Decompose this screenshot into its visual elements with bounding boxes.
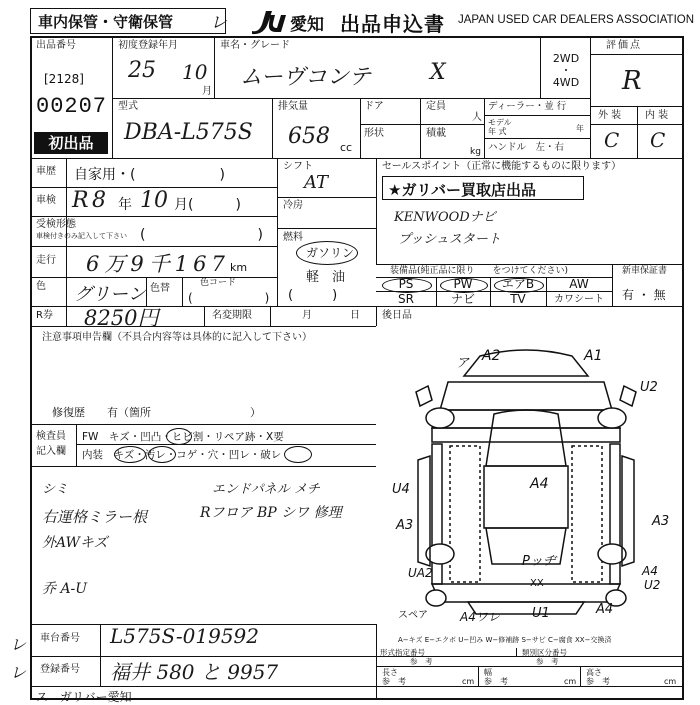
length-label: 長さ [382, 668, 398, 677]
accept-note: 車検付きのみ記入して下さい [36, 232, 127, 240]
class-number-ref: 参 考 [536, 657, 559, 666]
capacity-unit: 人 [472, 112, 482, 123]
usage-label: 車歴 [36, 166, 56, 177]
diag-label-a2-top: A2 [482, 348, 501, 364]
shift-label: シフト [283, 161, 313, 172]
height-unit: cm [664, 677, 677, 686]
selling-point-line2: プッシュスタート [398, 232, 501, 247]
fuel-gasoline: ガソリン [306, 246, 355, 260]
registration-month: 10 [182, 60, 208, 84]
model-year-unit: 年 [576, 124, 584, 133]
check-mark-1: レ [10, 635, 27, 654]
name-change-label: 名変期限 [212, 310, 252, 321]
chassis-label: 車台番号 [40, 633, 80, 644]
equip-airbag: エアB [501, 277, 535, 291]
repair-history: 修復歴 有（箇所 ） [52, 406, 261, 419]
damage-legend: A−キズ E−エクボ U−凹み W−修補跡 S−サビ C−腐食 XX−交換済 [398, 636, 612, 644]
color-label: 色 [36, 281, 46, 292]
shift-value: AT [304, 172, 329, 193]
plate-value: 福井 580 と 9957 [110, 660, 279, 684]
inspector-note-4: エンドパネル メチ [212, 482, 320, 497]
diag-label-spare: スペア [398, 610, 428, 621]
equip-leather: カワシート [554, 294, 604, 305]
inspection-month-unit: 月( ) [174, 197, 241, 213]
inspection-label: 車検 [36, 195, 56, 206]
notes-label: 注意事項申告欄（不具合内容等は具体的に記入して下さい） [42, 332, 312, 343]
aftermarket-label: 後日品 [382, 310, 412, 321]
exterior-label: 外 装 [598, 110, 622, 121]
name-change-month: 月 [302, 310, 312, 321]
inspector-label-1: 検査員 [36, 431, 66, 442]
dealer-label: ディーラー・並 行 [488, 101, 567, 112]
width-ref: 参 考 [484, 677, 508, 686]
gulliver-stamp-text: ★ガリバー買取店出品 [388, 181, 536, 199]
first-listing-badge: 初出品 [34, 132, 108, 154]
width-label: 幅 [484, 668, 492, 677]
usage-value: 自家用・( ) [74, 167, 225, 183]
type-value: DBA-L575S [124, 120, 253, 145]
rating-value: R [622, 66, 642, 96]
int-scratch-circle [114, 446, 146, 463]
inspector-note-6: 乔 A-U [42, 581, 88, 597]
height-ref: 参 考 [586, 677, 610, 686]
inspection-era: R [72, 188, 89, 213]
model-year-label-2: 年 式 [488, 127, 507, 136]
diag-label-u2-right: U2 [640, 380, 658, 395]
model-year-label-1: モデル [488, 118, 512, 127]
inspection-year: 8 [92, 188, 106, 213]
equip-tv: TV [510, 292, 526, 306]
footer-dealer: ス ガリバー愛知 [36, 690, 132, 704]
brand-city: 愛知 [290, 15, 324, 35]
equip-ps: PS [398, 277, 414, 291]
equip-navi: ナビ [450, 292, 475, 306]
int-dent-circle [284, 446, 312, 463]
diag-label-a4u-bottom: A4ワレ [460, 610, 500, 624]
model-grade: X [430, 60, 446, 85]
equipment-label: 装備品(純正品に限り をつけてください) [390, 266, 569, 276]
diag-label-a3-right: A3 [652, 514, 670, 529]
selling-points-label: セールスポイント（正常に機能するものに限ります） [382, 161, 622, 172]
interior-label: 内 装 [645, 110, 669, 121]
lot-number: 00207 [36, 94, 108, 119]
door-label: ドア [364, 101, 384, 112]
inspector-note-5: Rフロア BP シワ 修理 [200, 505, 342, 521]
engine-unit: cc [340, 141, 353, 154]
name-change-day: 日 [350, 310, 360, 321]
color-code-paren: ( ) [188, 291, 270, 305]
load-label: 積載 [426, 128, 446, 139]
plate-label: 登録番号 [40, 664, 80, 675]
diag-label-u1-bottom: U1 [532, 606, 550, 621]
registration-year: 25 [128, 58, 156, 83]
fuel-diesel: 軽 油 [306, 270, 346, 285]
interior-value: C [650, 128, 666, 152]
registration-label: 初度登録年月 [118, 40, 178, 51]
storage-label: 車内保管・守衛保管 [38, 13, 174, 31]
diag-label-a4-center: A4 [530, 476, 549, 492]
diag-label-u2-right-low: U2 [644, 578, 661, 592]
diag-label-xx: XX [530, 578, 544, 589]
engine-value: 658 [288, 124, 330, 149]
height-label: 高さ [586, 668, 602, 677]
storage-check-mark: レ [210, 13, 227, 33]
inspector-note-3: 外AWキズ [42, 535, 108, 551]
drive-2wd: 2WD [552, 52, 580, 65]
load-unit: kg [470, 147, 481, 157]
diag-label-a1-top: A1 [584, 348, 603, 364]
ju-logo-icon [248, 7, 288, 35]
equip-aw: AW [569, 277, 589, 291]
mileage-label: 走行 [36, 255, 56, 266]
handle-label: ハンドル 左・右 [488, 142, 565, 153]
lot-bracket-code: [2128] [44, 72, 84, 86]
diag-label-a4-bottom: A4 [596, 602, 614, 617]
shape-label: 形状 [364, 128, 384, 139]
length-ref: 参 考 [382, 677, 406, 686]
fuel-label: 燃料 [283, 232, 303, 243]
color-swap-label: 色替 [150, 283, 170, 294]
model-name: ムーヴコンテ [240, 65, 371, 90]
warranty-label: 新車保証書 [622, 266, 668, 276]
type-label: 型式 [118, 101, 138, 112]
drive-4wd: 4WD [552, 76, 580, 89]
association-name: JAPAN USED CAR DEALERS ASSOCIATION [458, 14, 695, 26]
recycle-label: R券 [36, 310, 53, 321]
inspector-label-2: 記入欄 [36, 446, 66, 457]
accept-paren: ( ) [140, 227, 263, 243]
class-number-label: 類別区分番号 [522, 648, 567, 657]
spec-number-label: 形式指定番号 [380, 648, 425, 657]
diag-label-a3-left: A3 [396, 518, 414, 533]
ju-logo [248, 7, 288, 35]
inspector-interior-row: 内装 キズ・汚レ・コゲ・穴・凹レ・破レ [82, 449, 282, 461]
inspector-note-2: 右運格ミラー根 [42, 508, 148, 526]
form-title: 出品申込書 [340, 12, 445, 36]
cooling-label: 冷房 [283, 200, 303, 211]
diag-label-ua2-left: UA2 [408, 566, 433, 580]
registration-month-unit: 月 [202, 86, 212, 97]
rating-label: 評価点 [606, 40, 642, 51]
model-label: 車名・グレード [220, 40, 290, 51]
diag-label-u4-left: U4 [392, 482, 410, 497]
int-dirt-circle [148, 446, 176, 463]
mileage-unit: km [230, 261, 248, 274]
spec-number-ref: 参 考 [410, 657, 433, 666]
inspector-fw-row: FW キズ・凹凸・ヒビ割・リペア跡・X要 [82, 431, 284, 443]
chassis-value: L575S-019592 [110, 624, 259, 648]
capacity-label: 定員 [426, 101, 446, 112]
diag-label-a-top-left: ア [456, 356, 470, 371]
inspection-year-unit: 年 [118, 197, 132, 213]
length-unit: cm [462, 677, 475, 686]
color-code-label: 色コード [200, 278, 237, 288]
width-unit: cm [564, 677, 577, 686]
fw-dent-circle [166, 428, 192, 445]
selling-point-line1: KENWOODナビ [394, 210, 496, 225]
engine-label: 排気量 [278, 101, 308, 112]
exterior-value: C [604, 128, 620, 152]
color-value: グリーン [74, 284, 146, 305]
drive-dot: ・ [560, 64, 572, 77]
equip-sr: SR [398, 292, 414, 306]
diag-label-pugi: Pッヂ [522, 554, 556, 569]
diag-label-a4-right: A4 [642, 564, 658, 578]
lot-number-label: 出品番号 [36, 40, 76, 51]
inspection-month: 10 [140, 188, 168, 213]
warranty-value: 有 ・ 無 [622, 288, 666, 302]
mileage-value: 6万9千167 [86, 252, 230, 276]
fuel-paren: ( ) [288, 288, 338, 303]
inspector-note-1: シミ [42, 482, 69, 497]
equip-pw: PW [453, 277, 473, 291]
recycle-value: 8250円 [84, 306, 159, 330]
accept-label: 受検形態 [36, 219, 76, 230]
check-mark-2: レ [10, 663, 27, 682]
